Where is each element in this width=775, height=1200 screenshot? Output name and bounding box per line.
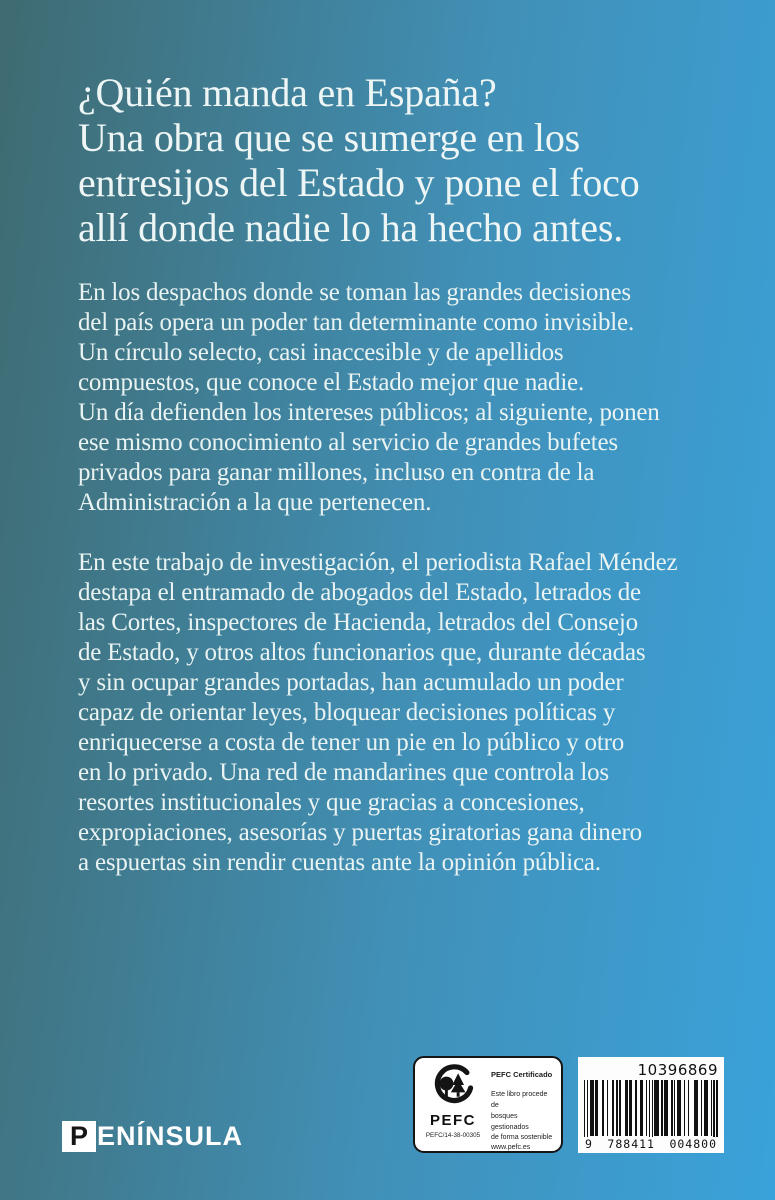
pefc-certificate-title: PEFC Certificado (491, 1070, 553, 1079)
barcode-bars (584, 1080, 718, 1150)
barcode-digit-group: 9 (585, 1137, 593, 1151)
barcode-top-number: 10396869 (637, 1061, 718, 1079)
publisher-logo (62, 1121, 243, 1152)
paragraph-2: En este trabajo de investigación, el periodista Rafael Méndez destapa el entramado de abogados del Estado, letrados de las Cortes, inspectores de Hacienda, letrados del Consejo de Estado, y otros altos funcionarios que, durante décadas y sin ocupar grandes portadas, han acumulado un poder capaz de orientar leyes, bloquear decisiones políticas y enriquecerse a costa de tener un pie en lo público y otro en lo privado. Una red de mandarines que controla los resortes institucionales y que gracias a concesiones, expropiaciones, asesorías y puertas giratorias gana dinero a espuertas sin rendir cuentas ante la opinión pública. (78, 549, 678, 876)
barcode-label (578, 1057, 724, 1153)
pefc-trees-icon (431, 1063, 475, 1112)
publisher-wordmark: ENÍNSULA (97, 1121, 244, 1151)
pefc-wordmark: PEFC (429, 1112, 476, 1129)
pefc-description: Este libro procede de bosques gestionados de forma sostenible (491, 1091, 553, 1142)
pefc-label (413, 1056, 563, 1153)
barcode-digits (584, 1137, 718, 1151)
paragraph-1: En los despachos donde se toman las grandes decisiones del país opera un poder tan determinante como invisible. Un círculo selecto, casi inaccesible y de apellidos compuestos, que conoce el Estado mejor que nadie. Un día defienden los intereses públicos; al siguiente, ponen ese mismo conocimiento al servicio de grandes bufetes privados para ganar millones, incluso en contra de la Administración a la que pertenecen. (78, 279, 660, 516)
publisher-p-box (62, 1121, 96, 1152)
pefc-license-number: PEFC/14-38-00305 (425, 1132, 481, 1139)
publisher-initial: P (69, 1121, 88, 1151)
cover-text-block (78, 70, 740, 878)
barcode-digit-group: 788411 (607, 1137, 655, 1151)
headline: ¿Quién manda en España? Una obra que se sumerge en los entresijos del Estado y pone el foco allí donde nadie lo ha hecho antes. (78, 70, 640, 250)
pefc-right-column (484, 1063, 554, 1152)
pefc-url: www.pefc.es (491, 1144, 531, 1152)
pefc-left-column (422, 1063, 484, 1146)
barcode-digit-group: 004800 (669, 1137, 717, 1151)
